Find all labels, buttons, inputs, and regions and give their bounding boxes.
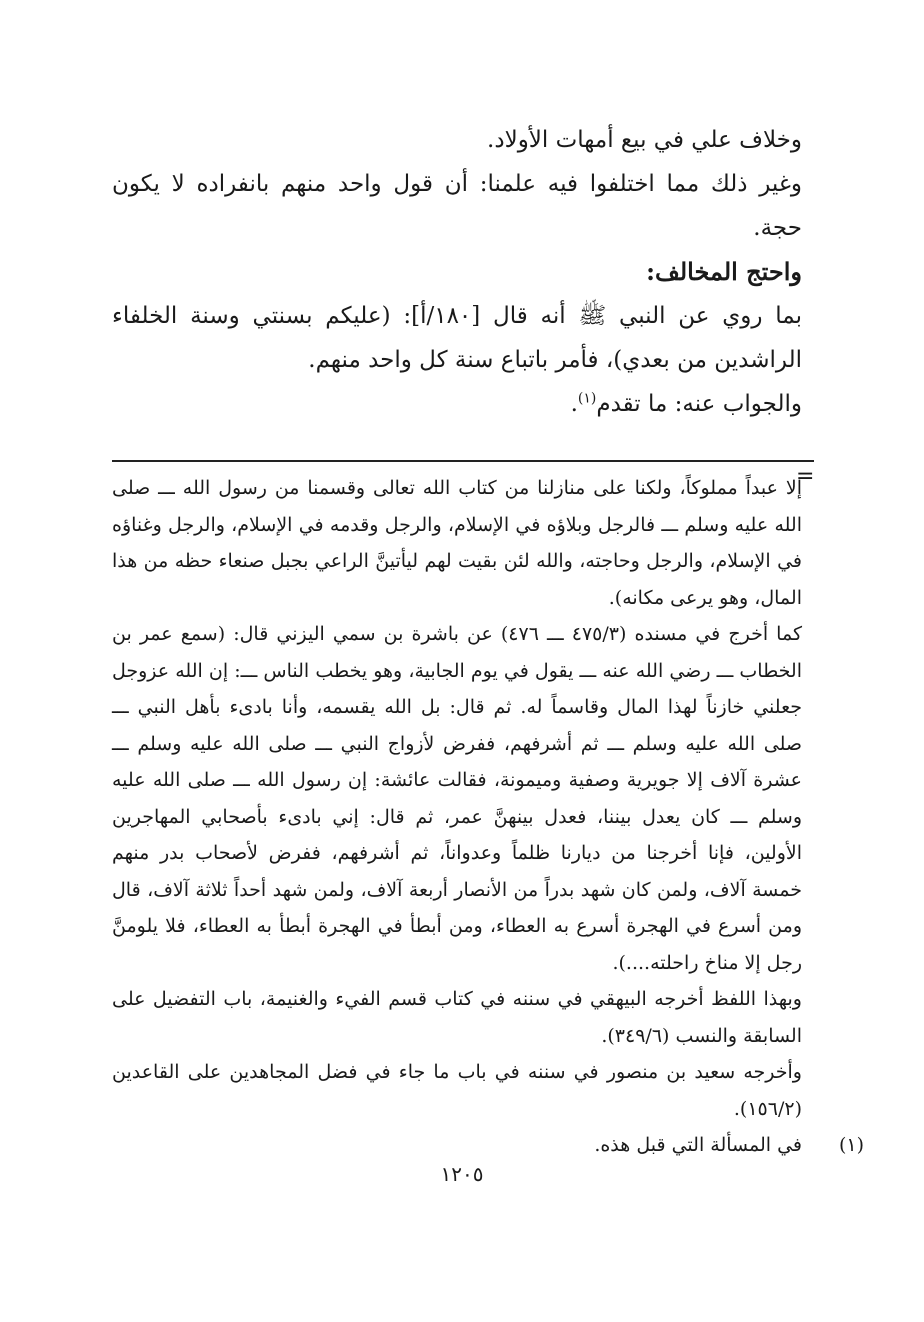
- footnote-reference: (١): [577, 390, 597, 407]
- footnote-number: (١): [838, 1134, 864, 1156]
- footnote-paragraph: وبهذا اللفظ أخرجه البيهقي في سننه في كتاب قسم الفيء والغنيمة، باب التفضيل على السابقة والنسب (٣٤٩/٦).: [112, 988, 802, 1047]
- text-paragraph-answer: [112, 382, 802, 426]
- footnote-text: في المسألة التي قبل هذه.: [594, 1134, 802, 1156]
- answer-period: .: [570, 391, 578, 417]
- text-paragraph-hadith: بما روي عن النبي ﷺ أنه قال [١٨٠/أ]: (عليكم بسنتي وسنة الخلفاء الراشدين من بعدي)، فأمر باتباع سنة كل واحد منهم.: [112, 303, 802, 373]
- main-text-block: [112, 118, 802, 426]
- footnote-paragraph: كما أخرج في مسنده (٤٧٥/٣ ـــ ٤٧٦) عن باشرة بن سمي اليزني قال: (سمع عمر بن الخطاب ـــ رضي الله عنه ـــ يقول في يوم الجابية، وهو يخطب الناس ـــ: إن الله عزوجل جعلني خازناً لهذا المال وقاسماً له. ثم قال: بل الله يقسمه، وأنا بادىء بأهل النبي ـــ صلى الله عليه وسلم ـــ ثم أشرفهم، ففرض لأزواج النبي ـــ صلى الله عليه وسلم ـــ عشرة آلاف إلا جويرية وصفية وميمونة، فقالت عائشة: إن رسول الله ـــ صلى الله عليه وسلم ـــ كان يعدل بيننا، فعدل بينهنَّ عمر، ثم قال: إني بادىء بأصحابي المهاجرين الأولين، فإنا أخرجنا من ديارنا ظلماً وعدواناً، ثم أشرفهم، ففرض لأصحاب بدر منهم خمسة آلاف، ولمن كان شهد بدراً من الأنصار أربعة آلاف، ولمن شهد أحداً ثلاثة آلاف، قال ومن أسرع في الهجرة أسرع به العطاء، ومن أبطأ في الهجرة أبطأ به العطاء، فلا يلومنَّ رجل إلا مناخ راحلته....).: [112, 623, 803, 974]
- footnote-continuation-mark: =: [796, 464, 815, 489]
- footnote-separator: [112, 460, 814, 462]
- footnotes-block: [112, 470, 864, 1164]
- text-paragraph-ijtihad: وغير ذلك مما اختلفوا فيه علمنا: أن قول واحد منهم بانفراده لا يكون حجة.: [112, 171, 802, 241]
- footnote-paragraph: إلا عبداً مملوكاً، ولكنا على منازلنا من كتاب الله تعالى وقسمنا من رسول الله ـــ صلى الله عليه وسلم ـــ فالرجل وبلاؤه في الإسلام، والرجل وقدمه في الإسلام، والرجل وغناؤه في الإسلام، والرجل وحاجته، والله لئن بقيت لهم ليأتينَّ الراعي بجبل صنعاء حظه من هذا المال، وهو يرعى مكانه).: [112, 477, 802, 609]
- page-number: ١٢٠٥: [440, 1162, 484, 1186]
- text-line-khilaf: وخلاف علي في بيع أمهات الأولاد.: [487, 127, 802, 153]
- footnote-1: [112, 1127, 864, 1164]
- answer-text: والجواب عنه: ما تقدم: [596, 391, 802, 417]
- footnote-paragraph: وأخرجه سعيد بن منصور في سننه في باب ما جاء في فضل المجاهدين على القاعدين (١٥٦/٢).: [112, 1061, 802, 1120]
- section-heading: واحتج المخالف:: [646, 257, 802, 286]
